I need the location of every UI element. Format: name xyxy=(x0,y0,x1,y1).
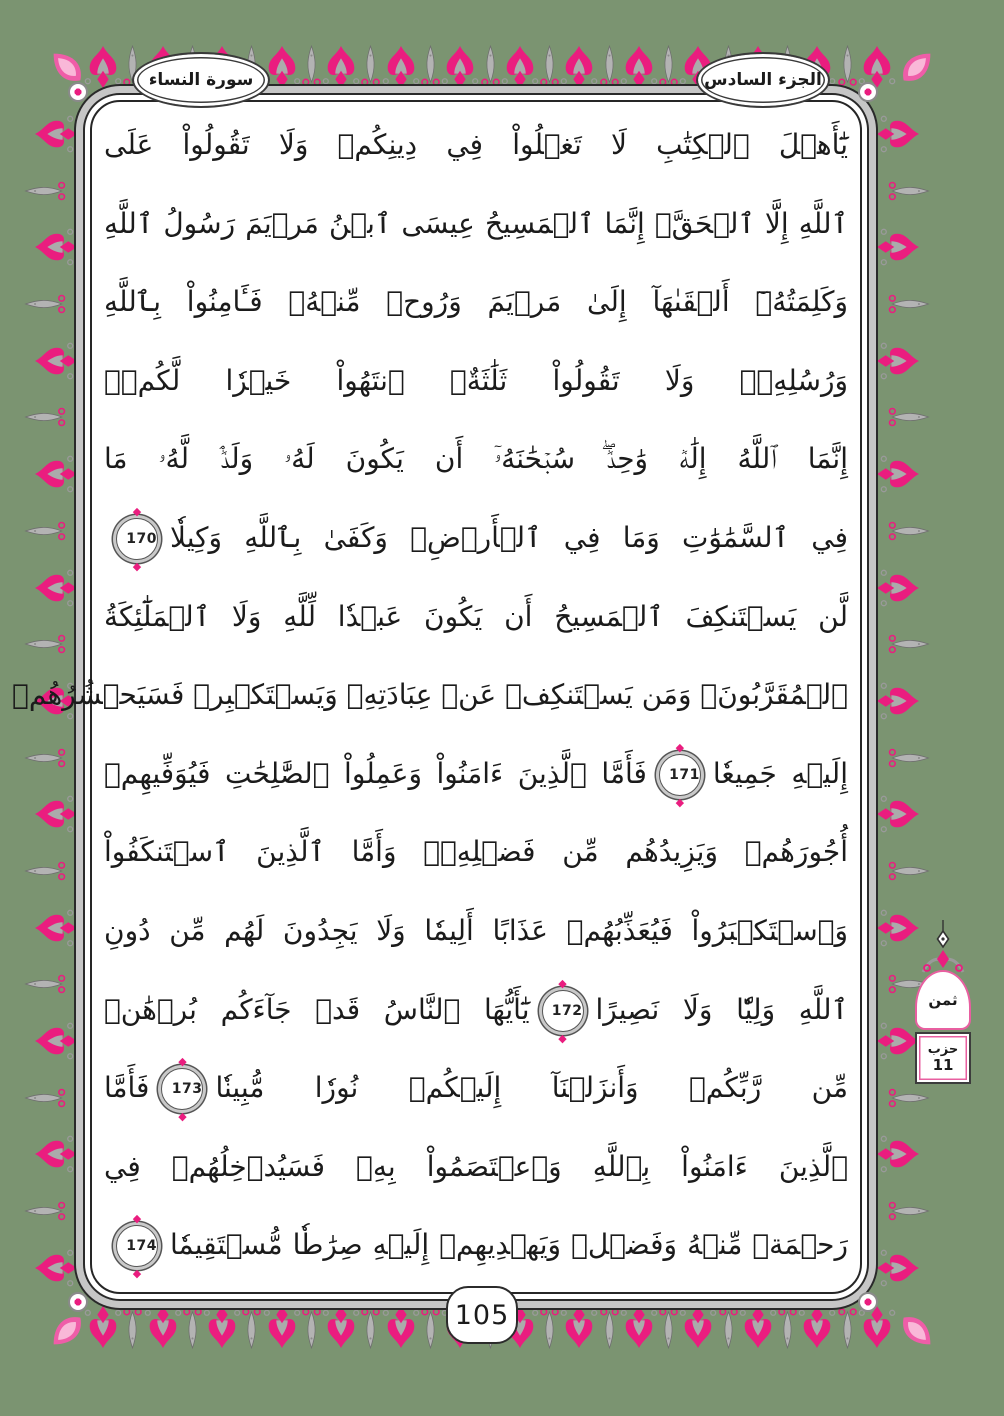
border-spear-ornament-icon xyxy=(887,408,931,427)
border-spear-ornament-icon xyxy=(719,1306,738,1350)
border-spear-ornament-icon xyxy=(24,748,68,767)
quran-text: أُجُورَهُمۡ وَيَزِيدُهُم مِّن فَضۡلِهِۦۖ وَأَمَّا ٱلَّذِينَ ٱسۡتَنكَفُواْ xyxy=(104,835,848,869)
quran-text-line xyxy=(104,892,848,971)
page-number-cartouche xyxy=(446,1286,518,1344)
border-crown-ornament-icon xyxy=(560,44,598,88)
quran-text: ٱللَّهِ إِلَّا ٱلۡحَقَّۚ إِنَّمَا ٱلۡمَسِيحُ عِيسَى ٱبۡنُ مَرۡيَمَ رَسُولُ ٱللَّهِ xyxy=(104,206,848,240)
juz-name-label: الجزء السادس xyxy=(704,70,822,90)
quran-text: وَٱسۡتَكۡبَرُواْ فَيُعَذِّبُهُمۡ عَذَابًا أَلِيمٗا وَلَا يَجِدُونَ لَهُم مِّن دُونِ xyxy=(104,913,848,947)
juz-name-cartouche xyxy=(696,52,830,108)
hizb-margin-marker xyxy=(910,920,976,1084)
corner-rosette-icon xyxy=(858,82,878,102)
border-crown-ornament-icon xyxy=(33,1135,77,1173)
border-crown-ornament-icon xyxy=(263,1306,301,1350)
border-spear-ornament-icon xyxy=(24,1202,68,1221)
border-spear-ornament-icon xyxy=(24,295,68,314)
corner-rosette-icon xyxy=(858,1292,878,1312)
border-spear-ornament-icon xyxy=(659,1306,678,1350)
border-crown-ornament-icon xyxy=(33,342,77,380)
quran-text: يَٰٓأَيُّهَا ٱلنَّاسُ قَدۡ جَآءَكُم بُرۡهَٰنٞ xyxy=(104,992,530,1026)
quran-text-line xyxy=(104,263,848,342)
border-crown-ornament-icon xyxy=(441,44,479,88)
verse-number: ◆ 170 xyxy=(126,530,157,547)
border-spear-ornament-icon xyxy=(887,861,931,880)
border-crown-ornament-icon xyxy=(322,44,360,88)
quran-text-line xyxy=(104,1049,848,1128)
quran-text-line xyxy=(104,735,848,814)
quran-text: وَرُسُلِهِۦۖ وَلَا تَقُولُواْ ثَلَٰثَةٌۚ ٱنتَهُواْ خَيۡرٗا لَّكُمۡۚ xyxy=(104,363,848,397)
verse-number: ◆ 174 xyxy=(126,1238,157,1255)
quran-text-line xyxy=(104,1206,848,1285)
border-crown-ornament-icon xyxy=(798,1306,836,1350)
border-crown-ornament-icon xyxy=(382,1306,420,1350)
border-spear-ornament-icon xyxy=(838,1306,857,1350)
quran-text-line xyxy=(104,578,848,657)
border-spear-ornament-icon xyxy=(24,521,68,540)
border-crown-ornament-icon xyxy=(739,1306,777,1350)
quran-text: ٱلۡمُقَرَّبُونَۚ وَمَن يَسۡتَنكِفۡ عَنۡ عِبَادَتِهِۦ وَيَسۡتَكۡبِرۡ فَسَيَحۡشُرُهُمۡ xyxy=(12,678,848,712)
border-crown-ornament-icon xyxy=(203,1306,241,1350)
corner-rosette-icon xyxy=(68,82,88,102)
quran-text: يَٰٓأَهۡلَ ٱلۡكِتَٰبِ لَا تَغۡلُواْ فِي دِينِكُمۡ وَلَا تَقُولُواْ عَلَى xyxy=(104,128,848,161)
border-fringe-right xyxy=(878,112,918,1290)
border-spear-ornament-icon xyxy=(24,975,68,994)
border-crown-ornament-icon xyxy=(144,1306,182,1350)
border-crown-ornament-icon xyxy=(33,909,77,947)
border-spear-ornament-icon xyxy=(361,44,380,88)
corner-leaf-icon xyxy=(887,37,946,96)
quran-text: فَأَمَّا xyxy=(104,1071,150,1105)
border-crown-ornament-icon xyxy=(501,44,539,88)
border-crown-ornament-icon xyxy=(620,1306,658,1350)
border-crown-ornament-icon xyxy=(33,1249,77,1287)
page-frame xyxy=(12,100,862,1294)
quran-text-line xyxy=(104,499,848,578)
quran-text-line xyxy=(104,1128,848,1207)
border-crown-ornament-icon xyxy=(877,682,921,720)
border-spear-ornament-icon xyxy=(24,635,68,654)
border-crown-ornament-icon xyxy=(84,1306,122,1350)
verse-number: ◆ 172 xyxy=(551,1002,583,1019)
border-spear-ornament-icon xyxy=(421,44,440,88)
border-spear-ornament-icon xyxy=(887,295,931,314)
corner-leaf-icon xyxy=(887,1301,946,1360)
quran-text: فِي ٱلسَّمَٰوَٰتِ وَمَا فِي ٱلۡأَرۡضِۗ وَكَفَىٰ بِٱللَّهِ وَكِيلٗا xyxy=(170,520,848,554)
border-crown-ornament-icon xyxy=(33,1022,77,1060)
border-spear-ornament-icon xyxy=(24,861,68,880)
verse-number: ◆ 173 xyxy=(171,1081,203,1098)
border-spear-ornament-icon xyxy=(540,1306,559,1350)
border-spear-ornament-icon xyxy=(659,44,678,88)
border-crown-ornament-icon xyxy=(877,228,921,266)
border-spear-ornament-icon xyxy=(24,181,68,200)
surah-name-cartouche xyxy=(132,52,270,108)
surah-name-label: سورة النساء xyxy=(148,70,254,90)
border-spear-ornament-icon xyxy=(242,1306,261,1350)
finial-icon xyxy=(936,920,950,950)
border-spear-ornament-icon xyxy=(481,44,500,88)
hizb-number: 11 xyxy=(932,1056,954,1074)
verse-end-marker xyxy=(161,1068,203,1110)
border-spear-ornament-icon xyxy=(123,1306,142,1350)
border-spear-ornament-icon xyxy=(302,44,321,88)
border-spear-ornament-icon xyxy=(361,1306,380,1350)
verse-end-marker xyxy=(542,990,584,1032)
border-crown-ornament-icon xyxy=(877,1249,921,1287)
border-spear-ornament-icon xyxy=(887,635,931,654)
border-crown-ornament-icon xyxy=(382,44,420,88)
quran-text: رَحۡمَةٖ مِّنۡهُ وَفَضۡلٖ وَيَهۡدِيهِمۡ إِلَيۡهِ صِرَٰطٗا مُّسۡتَقِيمٗا xyxy=(170,1228,848,1262)
border-crown-ornament-icon xyxy=(33,569,77,607)
border-crown-ornament-icon xyxy=(877,1135,921,1173)
border-crown-ornament-icon xyxy=(679,1306,717,1350)
border-spear-ornament-icon xyxy=(540,44,559,88)
border-spear-ornament-icon xyxy=(838,44,857,88)
quran-text-line xyxy=(104,420,848,499)
quran-text: إِنَّمَا ٱللَّهُ إِلَٰهٞ وَٰحِدٞۖ سُبۡحَٰنَهُۥٓ أَن يَكُونَ لَهُۥ وَلَدٞۘ لَّهُۥ مَا xyxy=(104,442,848,476)
hizb-dome xyxy=(915,970,971,1030)
verse-end-marker xyxy=(116,518,158,560)
border-crown-ornament-icon xyxy=(858,1306,896,1350)
quran-text: لَّن يَسۡتَنكِفَ ٱلۡمَسِيحُ أَن يَكُونَ عَبۡدٗا لِّلَّهِ وَلَا ٱلۡمَلَٰٓئِكَةُ xyxy=(104,599,848,633)
quran-text-block xyxy=(12,106,848,1288)
border-spear-ornament-icon xyxy=(302,1306,321,1350)
border-crown-ornament-icon xyxy=(33,228,77,266)
quran-text-line xyxy=(104,106,848,185)
quran-text: ٱللَّهِ وَلِيّٗا وَلَا نَصِيرًا xyxy=(595,992,848,1026)
border-spear-ornament-icon xyxy=(778,1306,797,1350)
page-number: 105 xyxy=(454,1299,510,1331)
border-spear-ornament-icon xyxy=(887,521,931,540)
quran-text: فَأَمَّا ٱلَّذِينَ ءَامَنُواْ وَعَمِلُواْ ٱلصَّٰلِحَٰتِ فَيُوَفِّيهِمۡ xyxy=(104,756,647,790)
border-spear-ornament-icon xyxy=(887,748,931,767)
border-crown-ornament-icon xyxy=(620,44,658,88)
quran-text: ٱلَّذِينَ ءَامَنُواْ بِٱللَّهِ وَٱعۡتَصَمُواْ بِهِۦ فَسَيُدۡخِلُهُمۡ فِي xyxy=(104,1149,848,1183)
border-crown-ornament-icon xyxy=(877,342,921,380)
border-spear-ornament-icon xyxy=(183,1306,202,1350)
border-spear-ornament-icon xyxy=(600,1306,619,1350)
border-spear-ornament-icon xyxy=(600,44,619,88)
border-spear-ornament-icon xyxy=(421,1306,440,1350)
border-crown-ornament-icon xyxy=(877,795,921,833)
border-crown-ornament-icon xyxy=(33,455,77,493)
verse-number: ◆ 171 xyxy=(669,766,700,783)
border-crown-ornament-icon xyxy=(877,115,921,153)
border-crown-ornament-icon xyxy=(877,569,921,607)
border-crown-ornament-icon xyxy=(322,1306,360,1350)
border-spear-ornament-icon xyxy=(887,1088,931,1107)
quran-text: وَكَلِمَتُهُۥٓ أَلۡقَىٰهَآ إِلَىٰ مَرۡيَمَ وَرُوحٞ مِّنۡهُۖ فَـَٔامِنُواْ بِٱللَّهِ xyxy=(104,285,848,319)
quran-text: مِّن رَّبِّكُمۡ وَأَنزَلۡنَآ إِلَيۡكُمۡ نُورٗا مُّبِينٗا xyxy=(215,1071,848,1105)
eighth-label: ثمن xyxy=(928,991,958,1009)
border-spear-ornament-icon xyxy=(887,1202,931,1221)
hizb-box xyxy=(915,1032,971,1084)
border-spear-ornament-icon xyxy=(887,181,931,200)
border-crown-ornament-icon xyxy=(84,44,122,88)
verse-end-marker xyxy=(116,1225,158,1267)
quran-text-line xyxy=(12,656,848,735)
border-crown-ornament-icon xyxy=(877,455,921,493)
quran-text: إِلَيۡهِ جَمِيعٗا xyxy=(712,756,848,790)
border-spear-ornament-icon xyxy=(24,1088,68,1107)
quran-text-line xyxy=(104,342,848,421)
corner-rosette-icon xyxy=(68,1292,88,1312)
border-crown-ornament-icon xyxy=(33,115,77,153)
hizb-label: حزب xyxy=(927,1042,959,1057)
border-crown-ornament-icon xyxy=(33,795,77,833)
quran-text-line xyxy=(104,813,848,892)
quran-text-line xyxy=(104,185,848,264)
quran-text-line xyxy=(104,971,848,1050)
border-spear-ornament-icon xyxy=(24,408,68,427)
border-crown-ornament-icon xyxy=(560,1306,598,1350)
border-crown-ornament-icon xyxy=(858,44,896,88)
verse-end-marker xyxy=(659,754,701,796)
